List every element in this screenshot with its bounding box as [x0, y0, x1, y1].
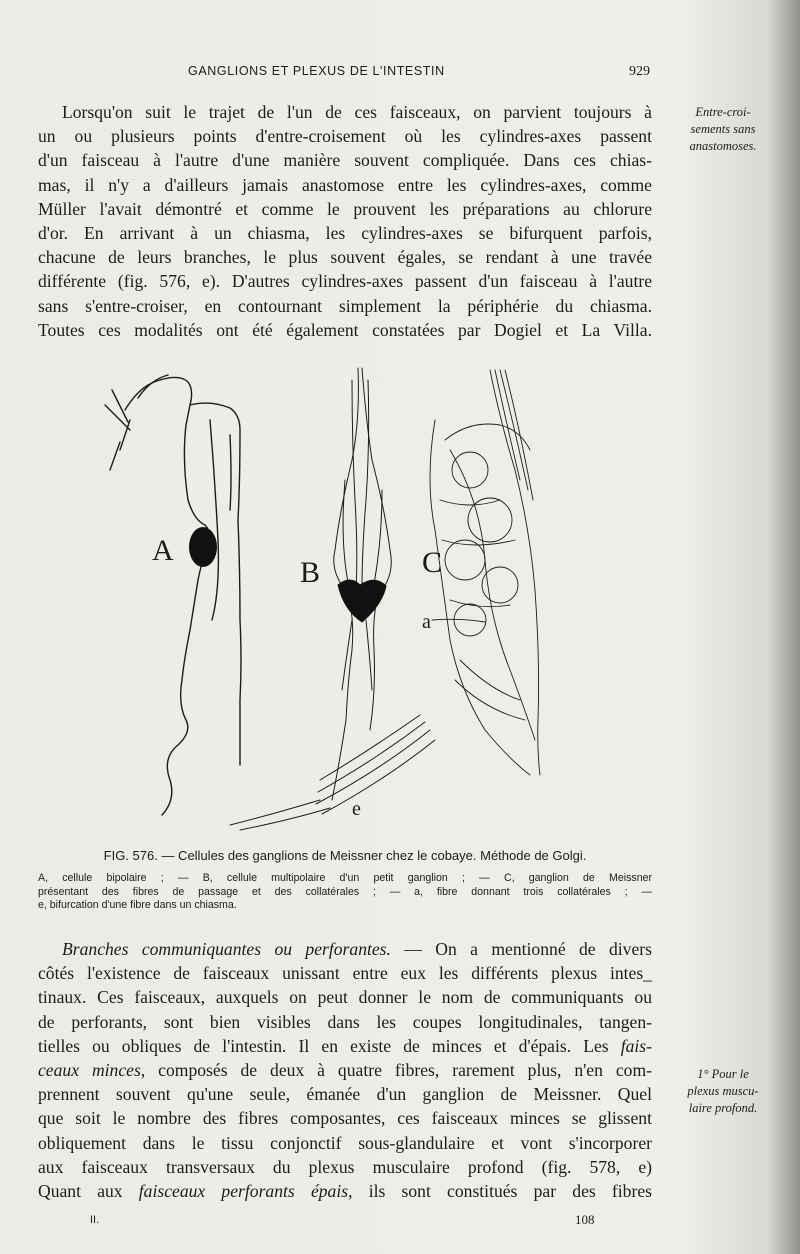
- running-head-title: GANGLIONS ET PLEXUS DE L'INTESTIN: [188, 64, 445, 78]
- paragraph-line: aux faisceaux transversaux du plexus musculaire profond (fig. 578, e): [38, 1156, 652, 1177]
- panel-b-multipolar-cell: [230, 368, 435, 830]
- signature-mark: II.: [90, 1214, 100, 1226]
- paragraph-line: Toutes ces modalités ont été également constatées par Dogiel et La Villa.: [38, 319, 652, 340]
- paragraph-line: Quant aux faisceaux perforants épais, ils sont constitués par des fibres: [38, 1181, 652, 1202]
- margin-note-line: 1° Pour le: [697, 1067, 749, 1081]
- label-b-panel: B: [300, 556, 321, 589]
- paragraph-line: obliquement dans le tissu conjonctif sous-glandulaire et vont s'incorporer: [38, 1132, 652, 1153]
- margin-note-line: anastomoses.: [689, 139, 757, 153]
- sheet-number: 108: [575, 1212, 595, 1227]
- paragraph-line: chacune de leurs branches, le plus souvent égales, se rendant à une travée: [38, 247, 652, 268]
- paragraph-branches-communiquantes: [38, 937, 652, 1203]
- figure-576-illustration: [90, 360, 580, 835]
- paragraph-line: prennent souvent qu'une seule, émanée d'un ganglion de Meissner. Quel: [38, 1084, 652, 1105]
- paragraph-line: mas, il n'y a d'ailleurs jamais anastomose entre les cylindres-axes, comme: [38, 174, 652, 195]
- paragraph-chiasma: [38, 100, 652, 342]
- paragraph-line: ceaux minces, composés de deux à quatre fibres, rarement plus, n'en com-: [38, 1060, 653, 1081]
- paragraph-line: de perforants, sont bien visibles dans les coupes longitudinales, tangen-: [38, 1011, 652, 1032]
- paragraph-line: tinaux. Ces faisceaux, auxquels on peut donner le nom de communiquants ou: [38, 987, 652, 1008]
- paragraph-line: un ou plusieurs points d'entre-croisement où les cylindres-axes passent: [38, 126, 652, 147]
- label-a-panel: A: [152, 534, 174, 567]
- margin-note-plexus-musculaire: [668, 1066, 778, 1117]
- page-number: 929: [629, 64, 650, 79]
- label-c-panel: C: [422, 546, 443, 579]
- margin-note-line: plexus muscu-: [687, 1084, 759, 1098]
- golgi-cells-drawing: [90, 360, 580, 835]
- caption-line: présentant des fibres de passage et des collatérales ; — a, fibre donnant trois collatérales ; —: [38, 885, 652, 898]
- label-e-bifurcation: e: [352, 798, 361, 820]
- paragraph-line: Müller l'avait démontré et comme le prouvent les préparations au chlorure: [38, 198, 652, 219]
- label-a-fibre: a: [422, 611, 431, 633]
- margin-note-entre-croisements: [668, 104, 778, 155]
- multipolar-cell-body: [338, 580, 386, 622]
- caption-line: e, bifurcation d'une fibre dans un chiasma.: [38, 899, 237, 911]
- paragraph-line: différente (fig. 576, e). D'autres cylindres-axes passent d'un faisceau à l'autre: [38, 271, 652, 292]
- bipolar-cell-body: [189, 527, 217, 567]
- panel-a-bipolar-cell: [105, 375, 241, 815]
- margin-note-line: Entre-croi-: [695, 105, 751, 119]
- paragraph-line: que soit le nombre des fibres composantes, ces faisceaux minces se glissent: [38, 1108, 652, 1129]
- caption-line: A, cellule bipolaire ; — B, cellule multipolaire d'un petit ganglion ; — C, ganglion de Meissner: [38, 872, 652, 884]
- paragraph-line: d'or. En arrivant à un chiasma, les cylindres-axes se bifurquent parfois,: [38, 223, 652, 244]
- margin-note-line: sements sans: [690, 122, 756, 136]
- figure-caption-legend: [38, 872, 652, 913]
- paragraph-line: côtés l'existence de faisceaux unissant entre eux les différents plexus intes_: [38, 963, 652, 984]
- paragraph-line: Branches communiquantes ou perforantes. — On a mentionné de divers: [62, 939, 652, 959]
- running-head: [60, 62, 660, 82]
- paragraph-line: Lorsqu'on suit le trajet de l'un de ces faisceaux, on parvient toujours à: [62, 102, 652, 122]
- panel-c-meissner-ganglion: [430, 370, 540, 775]
- margin-note-line: laire profond.: [688, 1101, 758, 1115]
- figure-caption-title: FIG. 576. — Cellules des ganglions de Meissner chez le cobaye. Méthode de Golgi.: [103, 848, 587, 863]
- paragraph-line: tielles ou obliques de l'intestin. Il en existe de minces et d'épais. Les fais-: [38, 1035, 652, 1056]
- paragraph-line: sans s'entre-croiser, en contournant simplement la périphérie du chiasma.: [38, 295, 652, 316]
- paragraph-line: d'un faisceau à l'autre d'une manière souvent compliquée. Dans ces chias-: [38, 150, 652, 171]
